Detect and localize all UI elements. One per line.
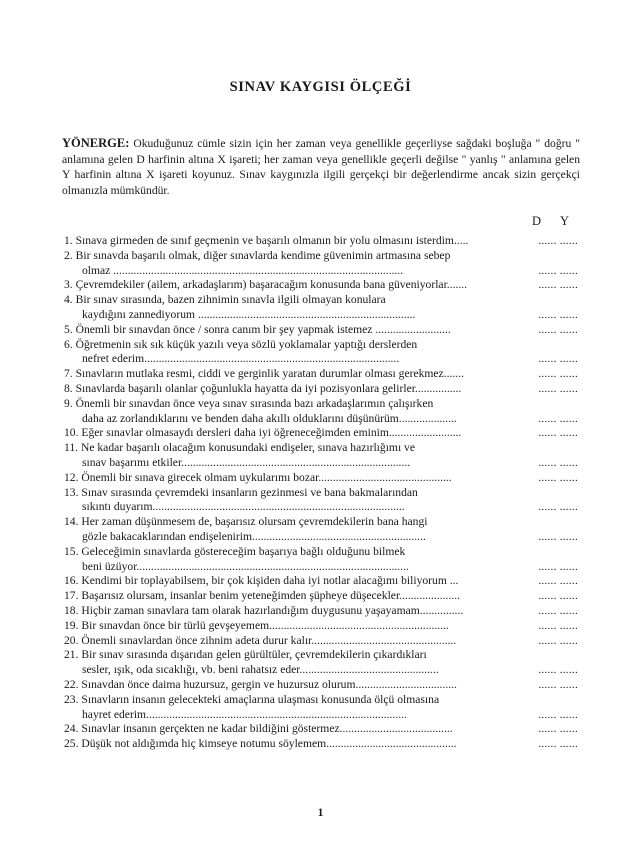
question-line-2: sınav başarımı etkiler...............................................................................	[82, 455, 411, 469]
question-line-1: Başarısız olursam, insanlar benim yeteneğimden şüpheye düşecekler.....................	[81, 589, 461, 603]
question-line-2: daha az zorlandıklarını ve benden daha akıllı olduklarını düşünürüm....................	[82, 411, 457, 425]
question-text	[64, 693, 574, 708]
question-number: 7.	[64, 367, 73, 381]
question-item	[64, 693, 578, 723]
question-number: 9.	[64, 396, 73, 410]
question-line-1: Hiçbir zaman sınavlara tam olarak hazırlandığım duygusunu yaşayamam...............	[81, 603, 464, 617]
question-item	[64, 426, 578, 441]
question-line-1: Sınavların mutlaka resmi, ciddi ve gerginlik yaratan durumlar olması gerekmez.......	[75, 367, 464, 381]
answer-blanks[interactable]: ...... ......	[538, 382, 578, 395]
question-text	[64, 278, 534, 293]
question-item	[64, 323, 578, 338]
question-text	[64, 545, 574, 560]
question-text	[64, 737, 534, 752]
answer-blanks[interactable]: ...... ......	[538, 664, 578, 677]
question-line-1: Düşük not aldığımda hiç kimseye notumu söylemem.............................................	[81, 737, 457, 751]
question-text	[64, 441, 574, 456]
answer-blanks[interactable]: ...... ......	[538, 575, 578, 588]
question-text	[64, 367, 534, 382]
question-text	[64, 722, 534, 737]
question-number: 11.	[64, 441, 79, 455]
answer-blanks[interactable]: ...... ......	[538, 279, 578, 292]
question-item	[64, 397, 578, 427]
question-number: 13.	[64, 485, 79, 499]
question-item	[64, 722, 578, 737]
column-header-y: Y	[560, 214, 570, 228]
question-item	[64, 648, 578, 678]
answer-blanks[interactable]: ...... ......	[538, 678, 578, 691]
question-line-1: Bir sınavdan önce bir türlü gevşeyemem..............................................................	[81, 618, 449, 632]
question-line-1: Ne kadar başarılı olacağım konusundaki endişeler, sınava hazırlığımı ve	[80, 441, 416, 455]
answer-blanks[interactable]: ...... ......	[538, 353, 578, 366]
question-text	[64, 619, 534, 634]
question-text	[64, 574, 534, 589]
question-item	[64, 338, 578, 368]
question-item	[64, 604, 578, 619]
question-item	[64, 678, 578, 693]
question-line-2: kaydığını zannediyorum ...........................................................................	[82, 307, 416, 321]
question-text	[64, 604, 534, 619]
question-line-2: sesler, ışık, oda sıcaklığı, vb. beni rahatsız eder................................................	[82, 663, 439, 677]
question-item	[64, 515, 578, 545]
question-line-1: Önemli bir sınavdan önce / sonra canım bir şey yapmak istemez ..........................	[75, 322, 451, 336]
question-line-2: olmaz ....................................................................................................	[82, 263, 404, 277]
question-text	[64, 249, 574, 264]
question-number: 6.	[64, 337, 73, 351]
question-text	[64, 382, 534, 397]
question-text	[64, 648, 574, 663]
question-line-1: Bir sınav sırasında dışarıdan gelen gürültüler, çevremdekilerin çıkardıkları	[81, 648, 427, 662]
question-text	[64, 634, 534, 649]
answer-blanks[interactable]: ...... ......	[538, 501, 578, 514]
answer-blanks[interactable]: ...... ......	[538, 264, 578, 277]
question-item	[64, 545, 578, 575]
question-line-1: Bir sınavda başarılı olmak, diğer sınavlarda kendime güvenimin artmasına sebep	[75, 248, 451, 262]
question-item	[64, 441, 578, 471]
question-line-2: beni üzüyor..............................................................................................	[82, 559, 409, 573]
question-line-1: Önemli bir sınava girecek olmam uykularımı bozar..............................................	[81, 470, 452, 484]
question-text	[64, 589, 534, 604]
question-line-1: Eğer sınavlar olmasaydı dersleri daha iyi öğreneceğimden eminim.........................	[81, 426, 462, 440]
page-number: 1	[317, 807, 324, 819]
answer-blanks[interactable]: ...... ......	[538, 634, 578, 647]
answer-blanks[interactable]: ...... ......	[538, 604, 578, 617]
question-item	[64, 486, 578, 516]
instructions-label: YÖNERGE:	[62, 136, 130, 150]
question-item	[64, 471, 578, 486]
question-number: 1.	[64, 234, 73, 247]
answer-blanks[interactable]: ...... ......	[538, 530, 578, 543]
question-line-1: Çevremdekiler (ailem, arkadaşlarım) başaracağım konusunda bana güveniyorlar.......	[75, 278, 468, 292]
column-header-d: D	[532, 214, 542, 228]
question-number: 21.	[64, 648, 79, 662]
question-number: 18.	[64, 603, 79, 617]
question-number: 15.	[64, 544, 79, 558]
question-list	[64, 234, 578, 752]
question-number: 10.	[64, 426, 79, 440]
question-number: 17.	[64, 589, 79, 603]
question-number: 2.	[64, 248, 73, 262]
question-line-1: Önemli sınavlardan önce zihnim adeta durur kalır..................................................	[81, 633, 457, 647]
question-line-1: Bir sınav sırasında, bazen zihnimin sınavla ilgili olmayan konulara	[75, 293, 386, 307]
question-line-2: hayret ederim..........................................................................................	[82, 707, 407, 721]
question-line-1: Öğretmenin sık sık küçük yazılı veya sözlü yoklamalar yaptığı derslerden	[75, 337, 418, 351]
question-text	[64, 471, 534, 486]
answer-blanks[interactable]: ...... ......	[538, 456, 578, 469]
answer-blanks[interactable]: ...... ......	[538, 368, 578, 381]
question-line-1: Sınavdan önce daima huzursuz, gergin ve huzursuz olurum...................................	[81, 677, 457, 691]
instructions	[62, 136, 580, 198]
answer-blanks[interactable]: ...... ......	[538, 590, 578, 603]
question-line-2: nefret ederim........................................................................................	[82, 352, 400, 366]
answer-blanks[interactable]: ...... ......	[538, 738, 578, 751]
question-item	[64, 589, 578, 604]
question-item	[64, 619, 578, 634]
answer-blanks[interactable]: ...... ......	[538, 235, 578, 247]
question-number: 24.	[64, 722, 79, 736]
answer-blanks[interactable]: ...... ......	[538, 708, 578, 721]
question-line-1: Sınavlar insanın gerçekten ne kadar bildiğini göstermez.......................................	[81, 722, 453, 736]
question-number: 20.	[64, 633, 79, 647]
question-line-1: Geleceğimin sınavlarda göstereceğim başarıya bağlı olduğunu bilmek	[81, 544, 406, 558]
question-line-1: Önemli bir sınavdan önce veya sınav sırasında bazı arkadaşlarımın çalışırken	[75, 396, 434, 410]
question-line-1: Sınav sırasında çevremdeki insanların gezinmesi ve bana bakmalarından	[81, 485, 418, 499]
question-number: 14.	[64, 515, 79, 529]
answer-blanks[interactable]: ...... ......	[538, 427, 578, 440]
question-number: 12.	[64, 470, 79, 484]
question-item	[64, 249, 578, 279]
question-number: 5.	[64, 322, 73, 336]
question-number: 16.	[64, 574, 79, 588]
question-number: 23.	[64, 692, 79, 706]
question-text	[64, 515, 574, 530]
question-item	[64, 634, 578, 649]
question-line-1: Sınavlarda başarılı olanlar çoğunlukla hayatta da iyi pozisyonlara gelirler................	[75, 381, 462, 395]
question-item	[64, 234, 578, 249]
answer-blanks[interactable]: ...... ......	[538, 412, 578, 425]
question-text	[64, 426, 534, 441]
question-number: 22.	[64, 677, 79, 691]
question-number: 25.	[64, 737, 79, 751]
question-text	[64, 486, 574, 501]
question-number: 8.	[64, 381, 73, 395]
question-text	[64, 323, 534, 338]
question-item	[64, 278, 578, 293]
question-item	[64, 382, 578, 397]
question-number: 3.	[64, 278, 73, 292]
instructions-text: Okuduğunuz cümle sizin için her zaman veya genellikle geçerliyse sağdaki boşluğa " doğru " anlamına gelen D harfinin altına X işareti; her zaman veya genellikle geçerli değilse " yanlış " anlamına gelen Y harfinin altına X işareti koyunuz. Sınav kaygınızla ilgili gerçekçi bir değerlendirme ancak sizin gerçekçi olmanızla mümkündür.	[62, 137, 580, 197]
answer-blanks[interactable]: ...... ......	[538, 471, 578, 484]
question-item	[64, 367, 578, 382]
question-line-1: Her zaman düşünmesem de, başarısız olursam çevremdekilerin bana hangi	[81, 515, 428, 529]
question-text	[64, 234, 534, 249]
page-title: SINAV KAYGISI ÖLÇEĞİ	[229, 79, 412, 95]
question-item	[64, 737, 578, 752]
answer-blanks[interactable]: ...... ......	[538, 323, 578, 336]
question-number: 19.	[64, 618, 79, 632]
question-number: 4.	[64, 293, 73, 307]
question-line-2: sıkıntı duyarım.......................................................................................	[82, 500, 405, 514]
question-text	[64, 293, 574, 308]
question-line-1: Kendimi bir toplayabilsem, bir çok kişiden daha iyi notlar alacağımı biliyorum ...	[81, 574, 459, 588]
question-text	[64, 397, 574, 412]
question-line-1: Sınava girmeden de sınıf geçmenin ve başarılı olmanın bir yolu olmasını isterdim.....	[75, 234, 469, 247]
question-item	[64, 293, 578, 323]
question-text	[64, 338, 574, 353]
answer-blanks[interactable]: ...... ......	[538, 619, 578, 632]
question-line-1: Sınavların insanın gelecekteki amaçlarına ulaşması konusunda ölçü olmasına	[81, 692, 440, 706]
question-item	[64, 574, 578, 589]
answer-blanks[interactable]: ...... ......	[538, 308, 578, 321]
answer-blanks[interactable]: ...... ......	[538, 560, 578, 573]
question-text	[64, 678, 534, 693]
question-line-2: gözle bakacaklarından endişelenirim............................................................	[82, 529, 426, 543]
answer-blanks[interactable]: ...... ......	[538, 723, 578, 736]
